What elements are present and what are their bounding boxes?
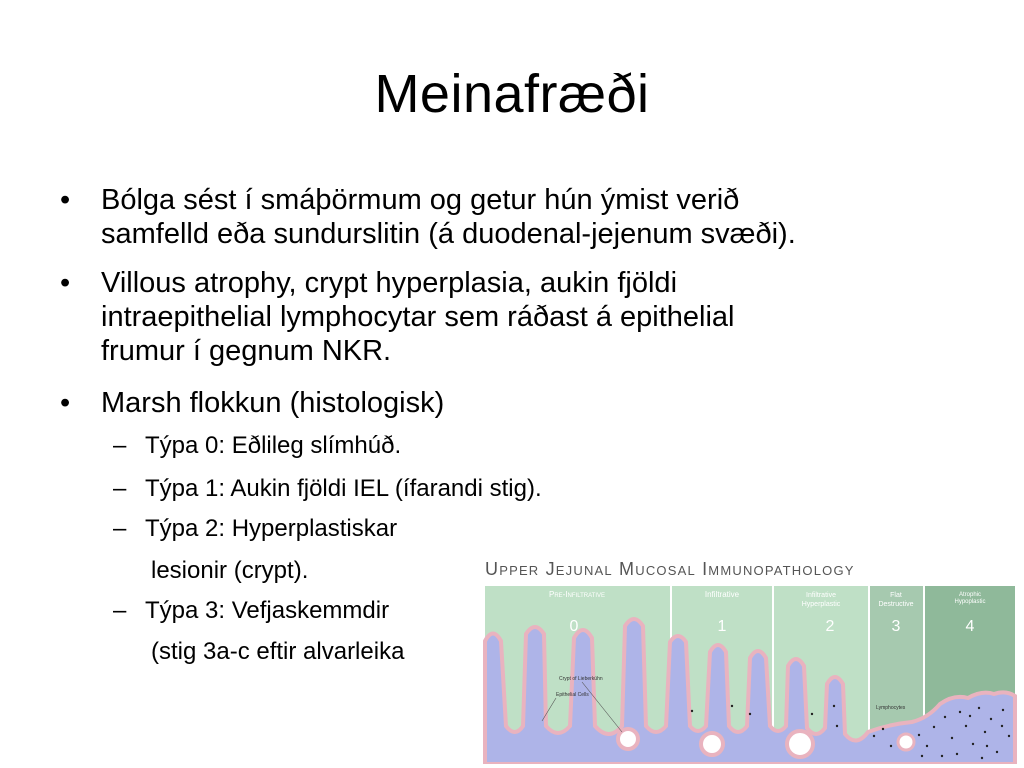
stage-label: Infiltrative <box>704 590 740 599</box>
stage-number: 0 <box>569 618 579 635</box>
stage-number: 1 <box>717 618 727 635</box>
stage-label: Atrophic <box>958 592 982 598</box>
marsh-figure <box>482 551 1018 764</box>
stage-number: 2 <box>825 618 835 635</box>
bullet-glyph: • <box>60 267 71 299</box>
bullet-line: intraepithelial lymphocytar sem ráðast á epithelial <box>101 301 735 333</box>
bullet-line: Bólga sést í smáþörmum og getur hún ýmist verið <box>101 184 740 216</box>
mucosa-diagram <box>482 586 1018 764</box>
stage-number: 4 <box>965 618 975 635</box>
dash-glyph: – <box>113 515 127 542</box>
sub-bullet-continuation: (stig 3a-c eftir alvarleika <box>151 638 405 665</box>
sub-bullet-text: Týpa 1: Aukin fjöldi IEL (ífarandi stig). <box>145 475 542 502</box>
bullet-item <box>60 266 1000 370</box>
bullet-item <box>60 386 1000 422</box>
sub-bullet-text: Týpa 2: Hyperplastiskar <box>145 515 398 542</box>
bullet-line: frumur í gegnum NKR. <box>101 335 392 367</box>
dash-glyph: – <box>113 475 127 502</box>
stage-label: Infiltrative <box>806 592 836 599</box>
crypt-circle <box>618 729 638 749</box>
stage-label: Hyperplastic <box>801 601 841 608</box>
stage-label: Pre-Infiltrative <box>548 590 606 599</box>
stage-number: 3 <box>891 618 901 635</box>
slide-title: Meinafræði <box>374 64 650 124</box>
sub-bullet-continuation: lesionir (crypt). <box>151 557 309 584</box>
annotation-label: Crypt of Lieberkühn <box>559 676 603 682</box>
bullet-glyph: • <box>60 184 71 216</box>
crypt-circle <box>787 731 813 757</box>
bullet-item <box>60 183 1000 253</box>
bullet-glyph: • <box>60 387 71 419</box>
bullet-line: Marsh flokkun (histologisk) <box>101 387 445 419</box>
stage-label: Flat <box>890 592 902 599</box>
annotation-label: Lymphocytes <box>876 705 906 711</box>
figure-title: Upper Jejunal Mucosal Immunopathology <box>485 559 855 579</box>
dash-glyph: – <box>113 597 127 624</box>
crypt-circle <box>898 734 914 750</box>
dash-glyph: – <box>113 432 127 459</box>
crypt-circle <box>701 733 723 755</box>
bullet-line: Villous atrophy, crypt hyperplasia, aukin fjöldi <box>101 267 678 299</box>
sub-bullet-text: Týpa 3: Vefjaskemmdir <box>145 597 390 624</box>
stage-label: Hypoplastic <box>954 599 986 605</box>
sub-bullet-text: Týpa 0: Eðlileg slímhúð. <box>145 432 402 459</box>
bullet-line: samfelld eða sundurslitin (á duodenal-jejenum svæði). <box>101 218 796 250</box>
stage-label: Destructive <box>878 601 914 608</box>
annotation-label: Epithelial Cells <box>556 692 589 698</box>
